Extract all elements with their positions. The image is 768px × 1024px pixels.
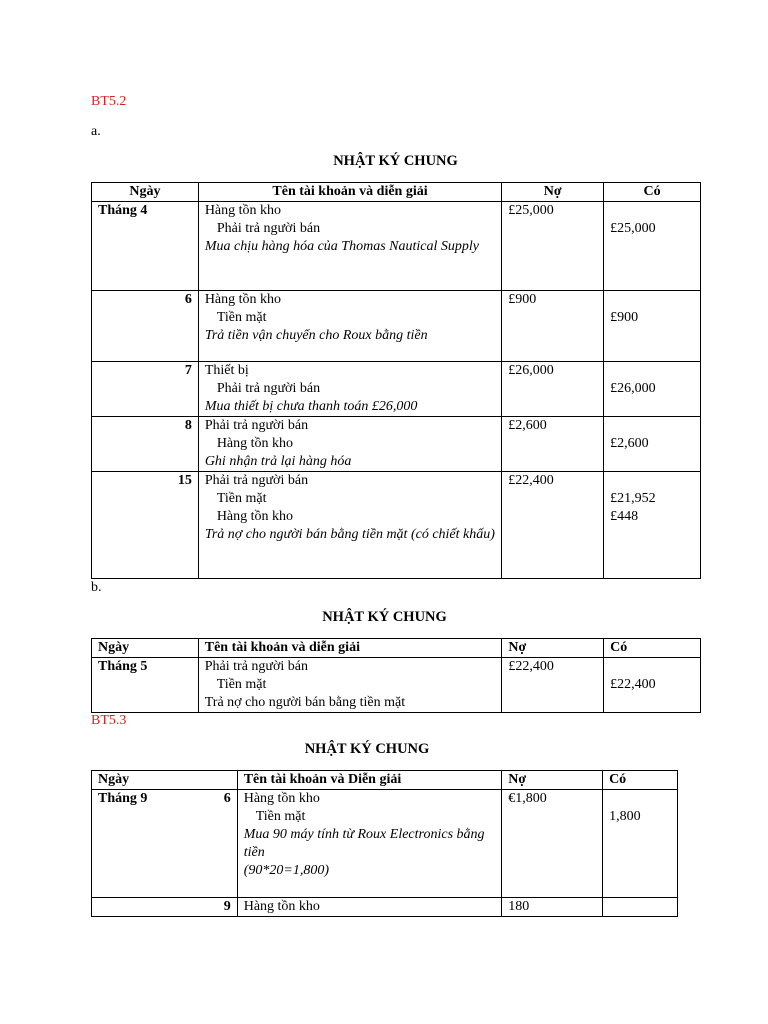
entry-explanation: Trả nợ cho người bán bằng tiền mặt (có chiết khấu) [204, 527, 495, 542]
entry-date: 9 [92, 898, 238, 917]
table-row [92, 362, 701, 417]
entry-date: 8 [92, 417, 199, 472]
entry-description [237, 898, 502, 917]
entry-date: 7 [92, 362, 199, 417]
credit-cell [604, 658, 701, 713]
entry-date: Tháng 5 [92, 658, 199, 713]
col-header-date: Ngày [92, 183, 199, 202]
debit-amount: £900 [502, 291, 604, 362]
debit-amount: €1,800 [502, 790, 603, 898]
debit-account: Hàng tồn kho [204, 292, 282, 307]
credit-account: Tiền mặt [255, 809, 306, 824]
credit-cell [604, 417, 701, 472]
debit-amount: 180 [502, 898, 603, 917]
journal-title-c: NHẬT KÝ CHUNG [304, 741, 430, 757]
entry-date: 15 [92, 472, 199, 579]
entry-description [198, 291, 501, 362]
col-header-debit: Nợ [502, 771, 603, 790]
credit-cell [604, 202, 701, 291]
col-header-account: Tên tài khoản và Diễn giải [237, 771, 502, 790]
credit-amount: £900 [610, 310, 639, 325]
entry-date: 6 [92, 291, 199, 362]
table-row [92, 658, 701, 713]
credit-amount-2: £448 [610, 509, 639, 524]
credit-amount: £22,400 [610, 677, 656, 692]
entry-date: Tháng 4 [92, 202, 199, 291]
entry-explanation: Mua thiết bị chưa thanh toán £26,000 [204, 399, 418, 414]
col-header-debit: Nợ [502, 183, 604, 202]
entry-description [198, 658, 502, 713]
debit-account: Phải trả người bán [204, 473, 309, 488]
credit-account: Phải trả người bán [216, 221, 321, 236]
credit-account: Phải trả người bán [216, 381, 321, 396]
entry-description [198, 417, 501, 472]
entry-description [198, 472, 501, 579]
credit-amount [603, 898, 678, 917]
entry-date [92, 790, 238, 898]
credit-amount: £2,600 [610, 436, 649, 451]
table-row [92, 472, 701, 579]
table-row [92, 291, 701, 362]
entry-explanation: Mua chịu hàng hóa của Thomas Nautical Supply [204, 239, 479, 254]
credit-cell [604, 472, 701, 579]
credit-account-2: Hàng tồn kho [216, 509, 294, 524]
col-header-credit: Có [604, 639, 701, 658]
table-row [92, 898, 678, 917]
col-header-account: Tên tài khoản và diễn giải [198, 183, 501, 202]
debit-account: Hàng tồn kho [243, 899, 320, 914]
table-row [92, 790, 678, 898]
entry-month: Tháng 9 [98, 791, 148, 806]
table-row [92, 417, 701, 472]
col-header-debit: Nợ [502, 639, 604, 658]
journal-title-a: NHẬT KÝ CHUNG [333, 153, 458, 169]
entry-explanation: Mua 90 máy tính từ Roux Electronics bằng tiền [243, 827, 485, 860]
table-header-row [92, 771, 678, 790]
part-a-label: a. [91, 124, 101, 139]
credit-amount: £26,000 [610, 381, 656, 396]
credit-cell [603, 790, 678, 898]
credit-account: Tiền mặt [216, 677, 267, 692]
debit-amount: £22,400 [502, 658, 604, 713]
journal-title-b: NHẬT KÝ CHUNG [322, 609, 447, 625]
journal-table-a [91, 182, 701, 579]
part-b-label: b. [91, 580, 102, 595]
credit-account: Tiền mặt [216, 491, 267, 506]
debit-account: Phải trả người bán [204, 418, 309, 433]
debit-account: Phải trả người bán [204, 659, 308, 674]
credit-amount: £25,000 [610, 221, 656, 236]
entry-explanation: Trả tiền vận chuyển cho Roux bằng tiền [204, 328, 428, 343]
section-heading-bt53: BT5.3 [91, 713, 127, 728]
entry-description [198, 362, 501, 417]
journal-table-c [91, 770, 678, 917]
debit-account: Hàng tồn kho [243, 791, 320, 806]
col-header-account: Tên tài khoản và diễn giải [198, 639, 502, 658]
table-row [92, 202, 701, 291]
debit-amount: £25,000 [502, 202, 604, 291]
entry-explanation: Trả nợ cho người bán bằng tiền mặt [204, 695, 406, 710]
debit-amount: £26,000 [502, 362, 604, 417]
col-header-date: Ngày [92, 771, 238, 790]
table-header-row [92, 183, 701, 202]
table-header-row [92, 639, 701, 658]
col-header-credit: Có [603, 771, 678, 790]
credit-amount: £21,952 [610, 491, 656, 506]
debit-account: Thiết bị [204, 363, 249, 378]
entry-day: 6 [223, 791, 231, 806]
entry-description [237, 790, 502, 898]
debit-account: Hàng tồn kho [204, 203, 282, 218]
debit-amount: £22,400 [502, 472, 604, 579]
credit-account: Hàng tồn kho [216, 436, 294, 451]
entry-explanation: Ghi nhận trả lại hàng hóa [204, 454, 352, 469]
entry-calculation: (90*20=1,800) [243, 863, 329, 878]
col-header-date: Ngày [92, 639, 199, 658]
credit-cell [604, 291, 701, 362]
entry-description [198, 202, 501, 291]
credit-amount: 1,800 [609, 809, 641, 824]
debit-amount: £2,600 [502, 417, 604, 472]
col-header-credit: Có [604, 183, 701, 202]
credit-account: Tiền mặt [216, 310, 267, 325]
journal-table-b [91, 638, 701, 713]
section-heading-bt52: BT5.2 [91, 94, 127, 109]
credit-cell [604, 362, 701, 417]
